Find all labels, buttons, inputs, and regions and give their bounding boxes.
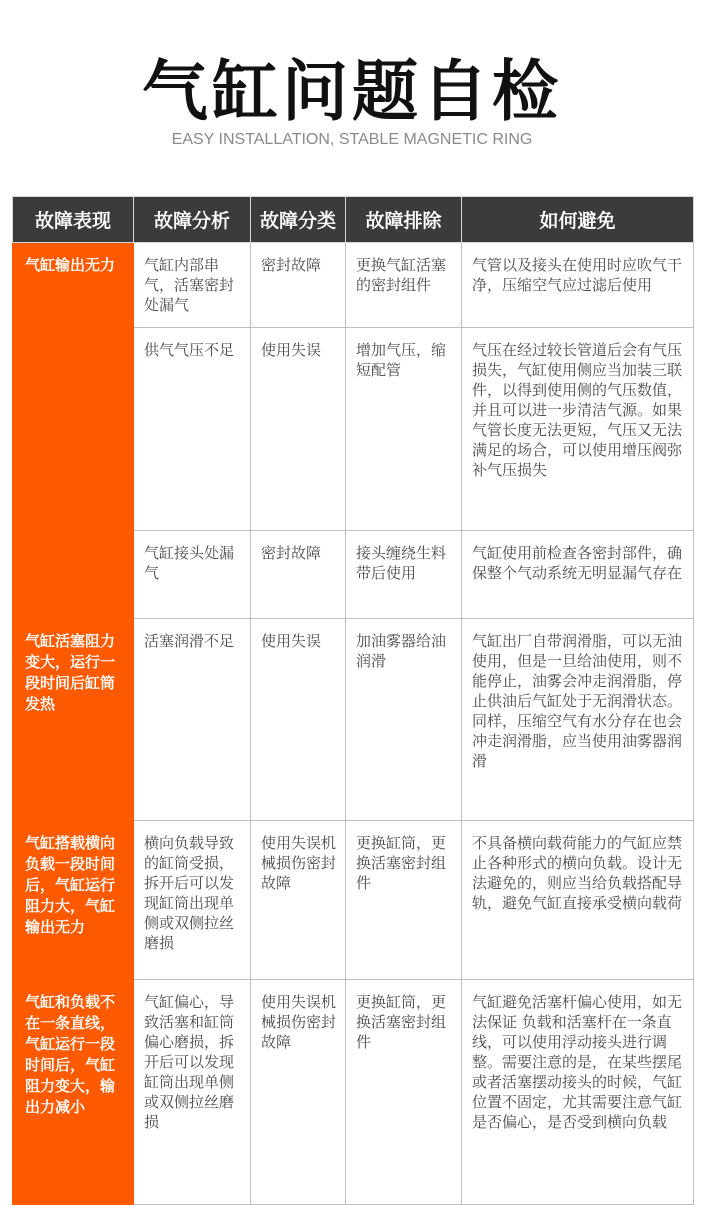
category-cell: 使用失误机械损伤密封故障 (251, 980, 346, 1205)
fix-cell: 更换缸筒，更换活塞密封组件 (346, 821, 462, 980)
avoid-cell: 气缸避免活塞杆偏心使用，如无法保证 负载和活塞杆在一条直线，可以使用浮动接头进行调整。需要注意的是，在某些摆尾或者活塞摆动接头的时候，气缸位置不固定，尤其需要注意气缸是否偏心，是否受到横向负载 (462, 980, 694, 1205)
symptom-cell: 气缸和负载不在一条直线，气缸运行一段时间后，气缸阻力变大，输出力减小 (13, 980, 134, 1205)
table-row (13, 980, 694, 1205)
fix-cell: 接头缠绕生料带后使用 (346, 531, 462, 619)
analysis-cell: 气缸内部串气，活塞密封处漏气 (134, 243, 251, 328)
category-cell: 密封故障 (251, 531, 346, 619)
analysis-cell: 供气气压不足 (134, 328, 251, 531)
table-row (13, 619, 694, 821)
avoid-cell: 气压在经过较长管道后会有气压损失，气缸使用侧应当加装三联件，以得到使用侧的气压数值，并且可以进一步清洁气源。如果气管长度无法更短，气压又无法满足的场合，可以使用增压阀弥补气压损失 (462, 328, 694, 531)
fix-cell: 更换缸筒，更换活塞密封组件 (346, 980, 462, 1205)
column-header-category: 故障分类 (251, 197, 346, 243)
fix-cell: 加油雾器给油润滑 (346, 619, 462, 821)
category-cell: 使用失误机械损伤密封故障 (251, 821, 346, 980)
column-header-symptom: 故障表现 (13, 197, 134, 243)
column-header-fix: 故障排除 (346, 197, 462, 243)
avoid-cell: 气管以及接头在使用时应吹气干净，压缩空气应过滤后使用 (462, 243, 694, 328)
fault-table (12, 196, 694, 1205)
category-cell: 使用失误 (251, 328, 346, 531)
column-header-analysis: 故障分析 (134, 197, 251, 243)
category-cell: 使用失误 (251, 619, 346, 821)
analysis-cell: 横向负载导致的缸筒受损，拆开后可以发现缸筒出现单侧或双侧拉丝磨损 (134, 821, 251, 980)
analysis-cell: 活塞润滑不足 (134, 619, 251, 821)
page-subtitle: EASY INSTALLATION, STABLE MAGNETIC RING (171, 131, 533, 148)
analysis-cell: 气缸接头处漏气 (134, 531, 251, 619)
table-row (13, 243, 694, 328)
fix-cell: 更换气缸活塞的密封组件 (346, 243, 462, 328)
fix-cell: 增加气压，缩短配管 (346, 328, 462, 531)
symptom-cell: 气缸输出无力 (13, 243, 134, 619)
column-header-avoid: 如何避免 (462, 197, 694, 243)
avoid-cell: 气缸使用前检查各密封部件，确保整个气动系统无明显漏气存在 (462, 531, 694, 619)
category-cell: 密封故障 (251, 243, 346, 328)
symptom-cell: 气缸活塞阻力变大，运行一段时间后缸筒发热 (13, 619, 134, 821)
table-row (13, 821, 694, 980)
table-header-row (13, 197, 694, 243)
analysis-cell: 气缸偏心，导致活塞和缸筒偏心磨损，拆开后可以发现缸筒出现单侧或双侧拉丝磨损 (134, 980, 251, 1205)
symptom-cell: 气缸搭载横向负载一段时间后，气缸运行阻力大，气缸输出无力 (13, 821, 134, 980)
avoid-cell: 不具备横向载荷能力的气缸应禁止各种形式的横向负载。设计无法避免的，则应当给负载搭配导轨，避免气缸直接承受横向载荷 (462, 821, 694, 980)
page-title: 气缸问题自检 (142, 53, 562, 130)
avoid-cell: 气缸出厂自带润滑脂，可以无油使用，但是一旦给油使用，则不能停止，油雾会冲走润滑脂，停止供油后气缸处于无润滑状态。同样，压缩空气有水分存在也会冲走润滑脂，应当使用油雾器润滑 (462, 619, 694, 821)
